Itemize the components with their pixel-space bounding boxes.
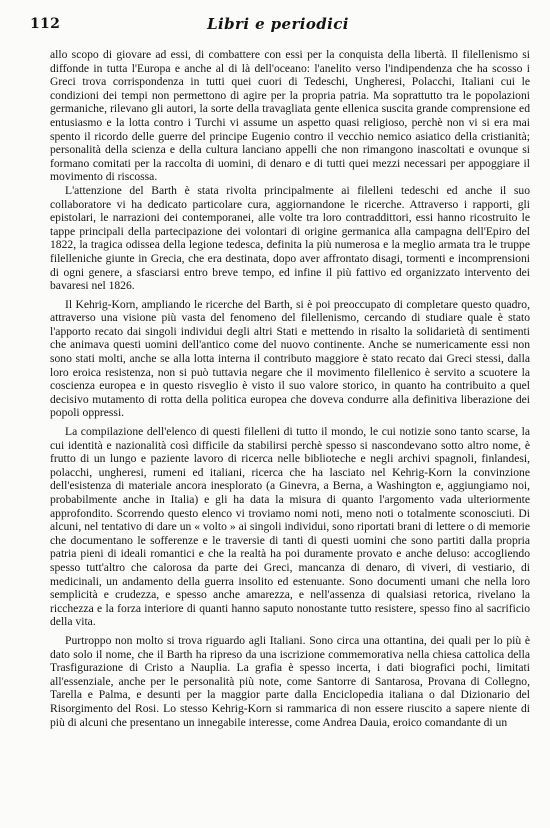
paragraph: L'attenzione del Barth è stata rivolta principalmente ai filelleni tedeschi ed anche il suo collaboratore vi ha dedicato particolare cura, aggiornandone le ricerche. Attraverso i rapporti, gli epistolari, le narrazioni dei contemporanei, alle volte tra loro contraddittori, essi hanno ricostruito le tappe principali della partecipazione dei volontari di origine germanica alla campagna dell'Epiro del 1822, la tragica odissea della legione tedesca, definita la più numerosa e la meglio armata tra le truppe filelleniche giunte in Grecia, che era destinata, dopo aver affrontato disagi, tormenti e incomprensioni di ogni genere, a sfasciarsi entro breve tempo, ed infine il più fattivo ed organizzato intervento dei bavaresi nel 1826. [50,183,530,293]
paragraph: La compilazione dell'elenco di questi filelleni di tutto il mondo, le cui notizie sono tanto scarse, la cui identità e nazionalità così difficile da stabilirsi perchè spesso si nascondevano sotto altro nome, è frutto di un lungo e paziente lavoro di ricerca nelle biblioteche e negli archivi spagnoli, finlandesi, polacchi, ungheresi, rumeni ed italiani, ricerca che ha lasciato nel Kehrig-Korn la convinzione dell'esistenza di materiale ancora inesplorato (a Ginevra, a Berna, a Washington e, aggiungiamo noi, probabilmente anche in Italia) e gli ha data la misura di quanto l'argomento vada ulteriormente approfondito. Scorrendo questo elenco vi troviamo nomi noti, meno noti o totalmente sconosciuti. Di alcuni, nel tentativo di dare un « volto » ai singoli individui, sono riportati brani di lettere o di memorie che documentano le sofferenze e le traversie di tanti di questi uomini che sono partiti dalla propria patria pieni di ideali romantici e che la realtà ha poi duramente provato e anche deluso: accogliendo spesso tutt'altro che calorosa da parte dei Greci, mancanza di denaro, di viveri, di vestiario, di medicinali, un andamento della guerra insolito ed estenuante. Sono documenti umani che nella loro semplicità e crudezza, e spesso anche amarezza, e nell'assenza di qualsiasi retorica, rivelano la ricchezza e la forza interiore di quanti hanno saputo nonostante tutto resistere, spesso fino al sacrificio della vita. [50,425,530,629]
paragraph: allo scopo di giovare ad essi, di combattere con essi per la conquista della libertà. Il filellenismo si diffonde in tutta l'Europa e anche al di là dell'oceano: l'anelito verso l'indipendenza che ha scosso i Greci trova corrispondenza in tutti quei cuori di Tedeschi, Ungheresi, Polacchi, Italiani cui le condizioni dei tempi non permettono di agire per la propria patria. Ma soprattutto tra le popolazioni germaniche, rilevano gli autori, la sorte della travagliata gente ellenica suscita grande comprensione ed entusiasmo e la lotta contro i Turchi vi assume un aspetto quasi religioso, perchè non vi si era mai spento il ricordo delle guerre del principe Eugenio contro il vecchio nemico asiatico della cristianità; personalità della scienza e della cultura lanciano appelli che non rimangono inascoltati e ovunque si formano comitati per la raccolta di uomini, di denaro e di tutti quei mezzi necessari per appoggiare il movimento di riscossa. [50,48,530,184]
body-text [50,48,530,729]
running-title: Libri e periodici [207,15,349,33]
page-number: 112 [30,16,61,32]
page-header [28,14,528,36]
paragraph: Il Kehrig-Korn, ampliando le ricerche del Barth, si è poi preoccupato di completare questo quadro, attraverso una visione più vasta del fenomeno del filellenismo, cercando di studiare quale è stato l'apporto recato dai singoli individui degli altri Stati e mettendo in risalto la solidarietà di sentimenti che animava questi uomini dell'antico come del nuovo continente. Anche se numericamente essi non sono stati molti, anche se alla lotta interna il contributo maggiore è stato recato dai Greci stessi, dalla loro eroica resistenza, non si può tuttavia negare che il movimento filellenico è servito a scuotere la coscienza europea e in questo risveglio è visto il suo valore storico, in quanto ha contribuito a quel decisivo mutamento di rotta della politica europea che doveva condurre alla definitiva liberazione dei popoli oppressi. [50,297,530,420]
paragraph: Purtroppo non molto si trova riguardo agli Italiani. Sono circa una ottantina, dei quali per lo più è dato solo il nome, che il Barth ha ripreso da una iscrizione commemorativa nella chiesa cattolica della Trasfigurazione di Cristo a Nauplia. La grafia è spesso incerta, i dati biografici pochi, limitati all'essenziale, anche per le personalità più note, come Santorre di Santarosa, Provana di Collegno, Tarella e Palma, e desunti per la maggior parte dalla Enciclopedia italiana o dal Dizionario del Risorgimento del Rosi. Lo stesso Kehrig-Korn si rammarica di non essere riuscito a sapere niente di più di alcuni che presentano un innegabile interesse, come Andrea Dauia, eroico comandante di un [50,633,530,729]
